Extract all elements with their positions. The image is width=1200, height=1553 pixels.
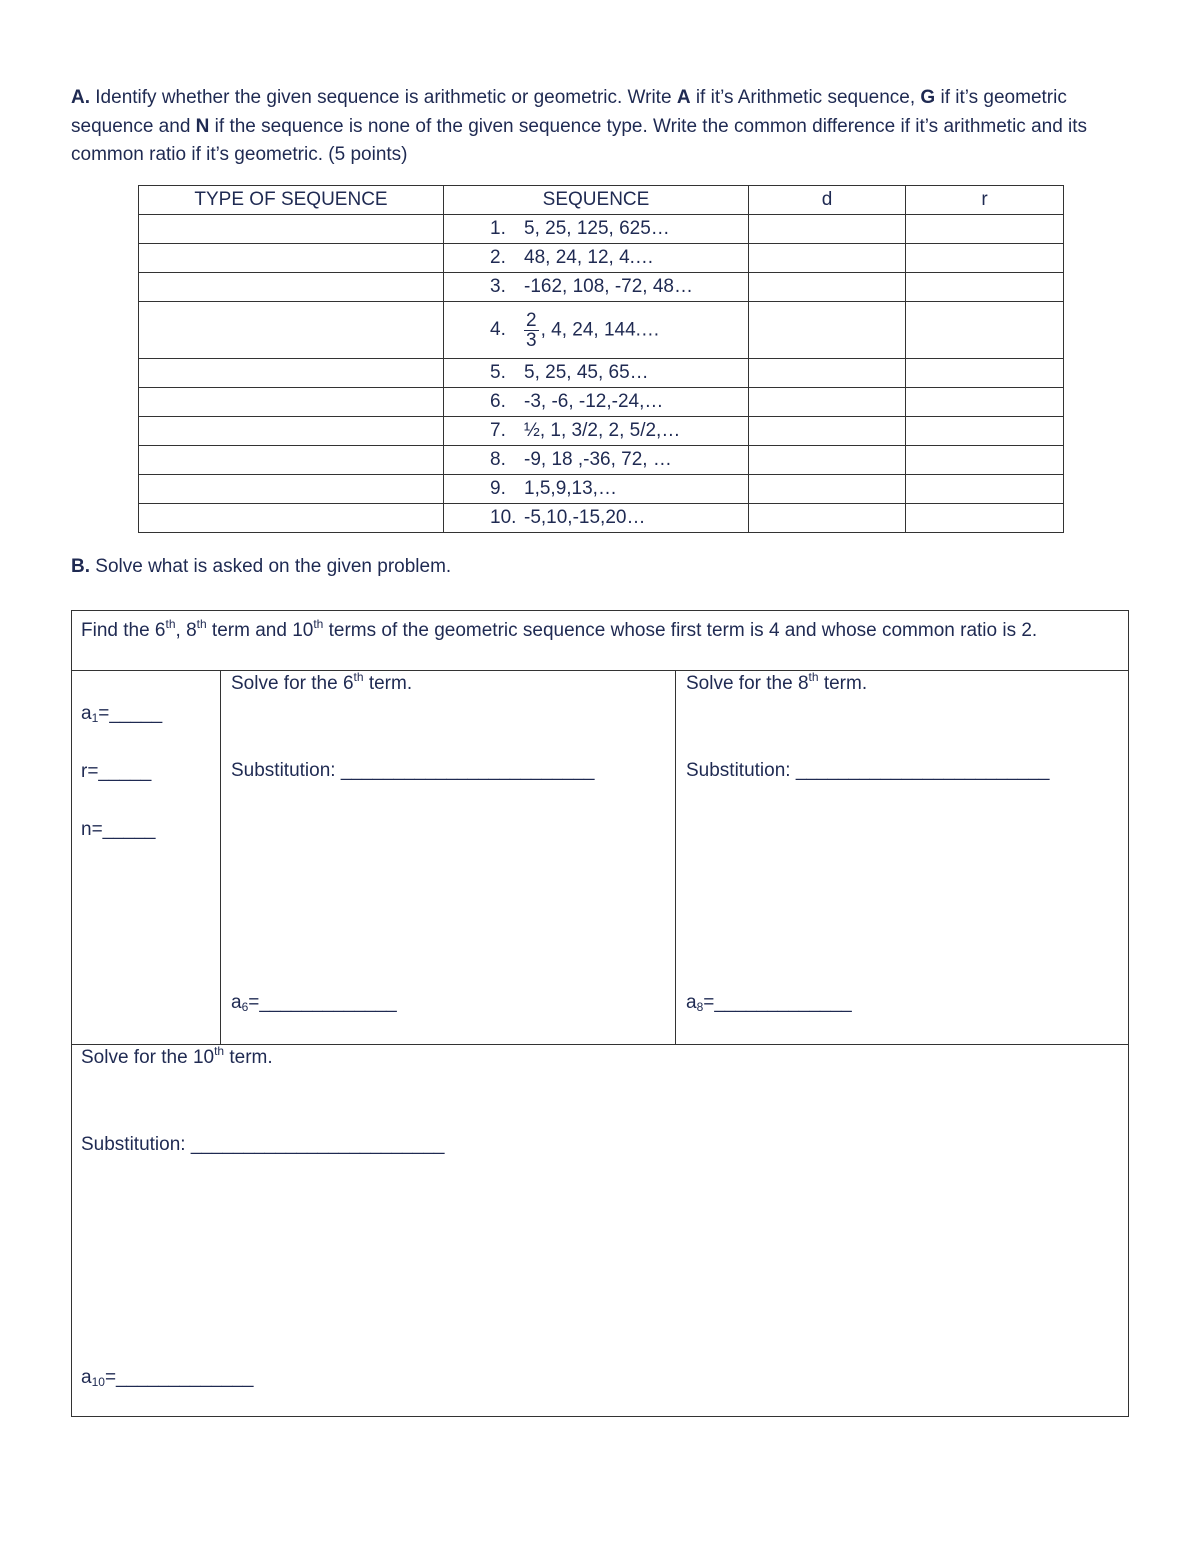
- given-a1-blank[interactable]: =_____: [98, 703, 163, 724]
- fraction-numerator: 2: [526, 309, 537, 331]
- answer-blank[interactable]: =_____________: [248, 992, 397, 1013]
- answer-label: a: [81, 1367, 92, 1388]
- r-answer-cell[interactable]: [906, 359, 1064, 388]
- d-answer-cell[interactable]: [749, 504, 906, 533]
- section-b-heading: [71, 556, 451, 578]
- title-text: Solve for the 6: [231, 673, 354, 694]
- table-row: [139, 244, 1064, 273]
- problem-statement: [81, 617, 1111, 645]
- ordinal-suffix: th: [196, 617, 207, 631]
- sixth-answer: [231, 992, 397, 1014]
- ordinal-suffix: th: [214, 1044, 225, 1058]
- r-answer-cell[interactable]: [906, 446, 1064, 475]
- fraction: [524, 311, 539, 350]
- r-answer-cell[interactable]: [906, 215, 1064, 244]
- r-answer-cell[interactable]: [906, 417, 1064, 446]
- r-answer-cell[interactable]: [906, 244, 1064, 273]
- ordinal-suffix: th: [808, 670, 819, 684]
- sequence-text: 48, 24, 12, 4.…: [524, 247, 654, 268]
- problem-text: , 8: [175, 620, 197, 641]
- sequence-text: -9, 18 ,-36, 72, …: [524, 449, 672, 470]
- d-answer-cell[interactable]: [749, 417, 906, 446]
- title-text: term.: [363, 673, 413, 694]
- r-answer-cell[interactable]: [906, 504, 1064, 533]
- instructions-text-1: Identify whether the given sequence is arithmetic or geometric. Write: [90, 87, 677, 108]
- eighth-answer: [686, 992, 852, 1014]
- header-d: d: [749, 186, 906, 215]
- answer-subscript: 10: [91, 1375, 105, 1389]
- sequence-text: 1,5,9,13,…: [524, 478, 617, 499]
- sequence-text: -3, -6, -12,-24,…: [524, 391, 664, 412]
- type-answer-cell[interactable]: [139, 359, 444, 388]
- title-text: Solve for the 10: [81, 1047, 215, 1068]
- section-b-letter: B.: [71, 556, 90, 577]
- given-n[interactable]: n=_____: [81, 819, 156, 840]
- answer-subscript: 6: [241, 1000, 249, 1014]
- instructions-text-3: if it’s geometric sequence and: [71, 87, 1067, 137]
- r-answer-cell[interactable]: [906, 273, 1064, 302]
- sequence-text: , 4, 24, 144.…: [540, 319, 660, 341]
- d-answer-cell[interactable]: [749, 359, 906, 388]
- ordinal-suffix: th: [313, 617, 324, 631]
- divider: [72, 1044, 1128, 1045]
- instructions-text-2: if it’s Arithmetic sequence,: [690, 87, 921, 108]
- d-answer-cell[interactable]: [749, 215, 906, 244]
- d-answer-cell[interactable]: [749, 446, 906, 475]
- item-number: 5.: [490, 362, 506, 383]
- r-answer-cell[interactable]: [906, 388, 1064, 417]
- divider: [72, 670, 1128, 671]
- sequence-cell: [444, 359, 749, 388]
- given-a1-label: a: [81, 703, 92, 724]
- section-a-instructions: [71, 84, 1141, 170]
- item-number: 8.: [490, 449, 506, 470]
- sequence-cell: [444, 215, 749, 244]
- divider: [220, 670, 221, 1044]
- title-text: term.: [818, 673, 868, 694]
- item-number: 2.: [490, 247, 506, 268]
- header-sequence: SEQUENCE: [444, 186, 749, 215]
- sixth-substitution[interactable]: Substitution: ________________________: [231, 760, 595, 781]
- sequence-cell: [444, 273, 749, 302]
- header-r: r: [906, 186, 1064, 215]
- answer-blank[interactable]: =_____________: [104, 1367, 254, 1388]
- item-number: 4.: [490, 319, 506, 341]
- bold-a: A: [676, 87, 691, 108]
- given-a1: [81, 703, 162, 725]
- ordinal-suffix: th: [353, 670, 364, 684]
- r-answer-cell[interactable]: [906, 302, 1064, 359]
- type-answer-cell[interactable]: [139, 302, 444, 359]
- table-row: [139, 504, 1064, 533]
- d-answer-cell[interactable]: [749, 244, 906, 273]
- table-header-row: [139, 186, 1064, 215]
- table-row: [139, 446, 1064, 475]
- sequence-text: 5, 25, 125, 625…: [524, 218, 670, 239]
- type-answer-cell[interactable]: [139, 215, 444, 244]
- sequence-cell: [444, 388, 749, 417]
- sequence-text: -5,10,-15,20…: [524, 507, 646, 528]
- item-number: 3.: [490, 276, 506, 297]
- sequence-text: ½, 1, 3/2, 2, 5/2,…: [524, 420, 681, 441]
- answer-label: a: [231, 992, 242, 1013]
- divider: [675, 670, 676, 1044]
- sequence-cell: [444, 244, 749, 273]
- sequence-cell: [444, 504, 749, 533]
- type-answer-cell[interactable]: [139, 388, 444, 417]
- given-a1-subscript: 1: [91, 711, 99, 725]
- type-answer-cell[interactable]: [139, 417, 444, 446]
- sequence-table: [138, 185, 1064, 533]
- type-answer-cell[interactable]: [139, 446, 444, 475]
- given-r[interactable]: r=_____: [81, 761, 152, 782]
- table-row: [139, 273, 1064, 302]
- type-answer-cell[interactable]: [139, 273, 444, 302]
- header-type: TYPE OF SEQUENCE: [139, 186, 444, 215]
- bold-g: G: [920, 87, 936, 108]
- answer-label: a: [686, 992, 697, 1013]
- type-answer-cell[interactable]: [139, 475, 444, 504]
- instructions-text-4: if the sequence is none of the given sequence type. Write the common difference if it’s arithmetic and its common ratio if it’s geometric. (5 points): [71, 115, 1088, 165]
- table-row: [139, 215, 1064, 244]
- d-answer-cell[interactable]: [749, 302, 906, 359]
- tenth-term-title: [81, 1044, 273, 1069]
- table-row: [139, 475, 1064, 504]
- item-number: 1.: [490, 218, 506, 239]
- d-answer-cell[interactable]: [749, 388, 906, 417]
- d-answer-cell[interactable]: [749, 475, 906, 504]
- title-text: term.: [224, 1047, 273, 1068]
- eighth-substitution[interactable]: Substitution: ________________________: [686, 760, 1050, 781]
- answer-subscript: 8: [696, 1000, 704, 1014]
- problem-text: Find the 6: [81, 620, 166, 641]
- d-answer-cell[interactable]: [749, 273, 906, 302]
- table-row: [139, 417, 1064, 446]
- sequence-text: -162, 108, -72, 48…: [524, 276, 693, 297]
- item-number: 9.: [490, 478, 506, 499]
- bold-n: N: [195, 115, 210, 137]
- sixth-term-title: [231, 670, 413, 695]
- ordinal-suffix: th: [165, 617, 176, 631]
- sequence-cell: [444, 417, 749, 446]
- tenth-substitution[interactable]: Substitution: ________________________: [81, 1134, 445, 1155]
- r-answer-cell[interactable]: [906, 475, 1064, 504]
- sequence-cell: [444, 475, 749, 504]
- table-row: [139, 388, 1064, 417]
- section-a-letter: A.: [71, 87, 90, 108]
- problem-text: term and 10: [206, 620, 314, 641]
- tenth-answer: [81, 1367, 253, 1389]
- type-answer-cell[interactable]: [139, 244, 444, 273]
- sequence-cell: [444, 302, 749, 359]
- title-text: Solve for the 8: [686, 673, 809, 694]
- item-number: 6.: [490, 391, 506, 412]
- item-number: 7.: [490, 420, 506, 441]
- eighth-term-title: [686, 670, 868, 695]
- section-b-heading-text: Solve what is asked on the given problem.: [90, 556, 452, 577]
- table-row: [139, 302, 1064, 359]
- fraction-denominator: 3: [526, 329, 537, 351]
- answer-blank[interactable]: =_____________: [703, 992, 852, 1013]
- sequence-cell: [444, 446, 749, 475]
- table-row: [139, 359, 1064, 388]
- problem-text: terms of the geometric sequence whose first term is 4 and whose common ratio is 2.: [323, 620, 1038, 641]
- problem-box: [71, 610, 1129, 1417]
- sequence-text: 5, 25, 45, 65…: [524, 362, 649, 383]
- type-answer-cell[interactable]: [139, 504, 444, 533]
- item-number: 10.: [490, 507, 517, 528]
